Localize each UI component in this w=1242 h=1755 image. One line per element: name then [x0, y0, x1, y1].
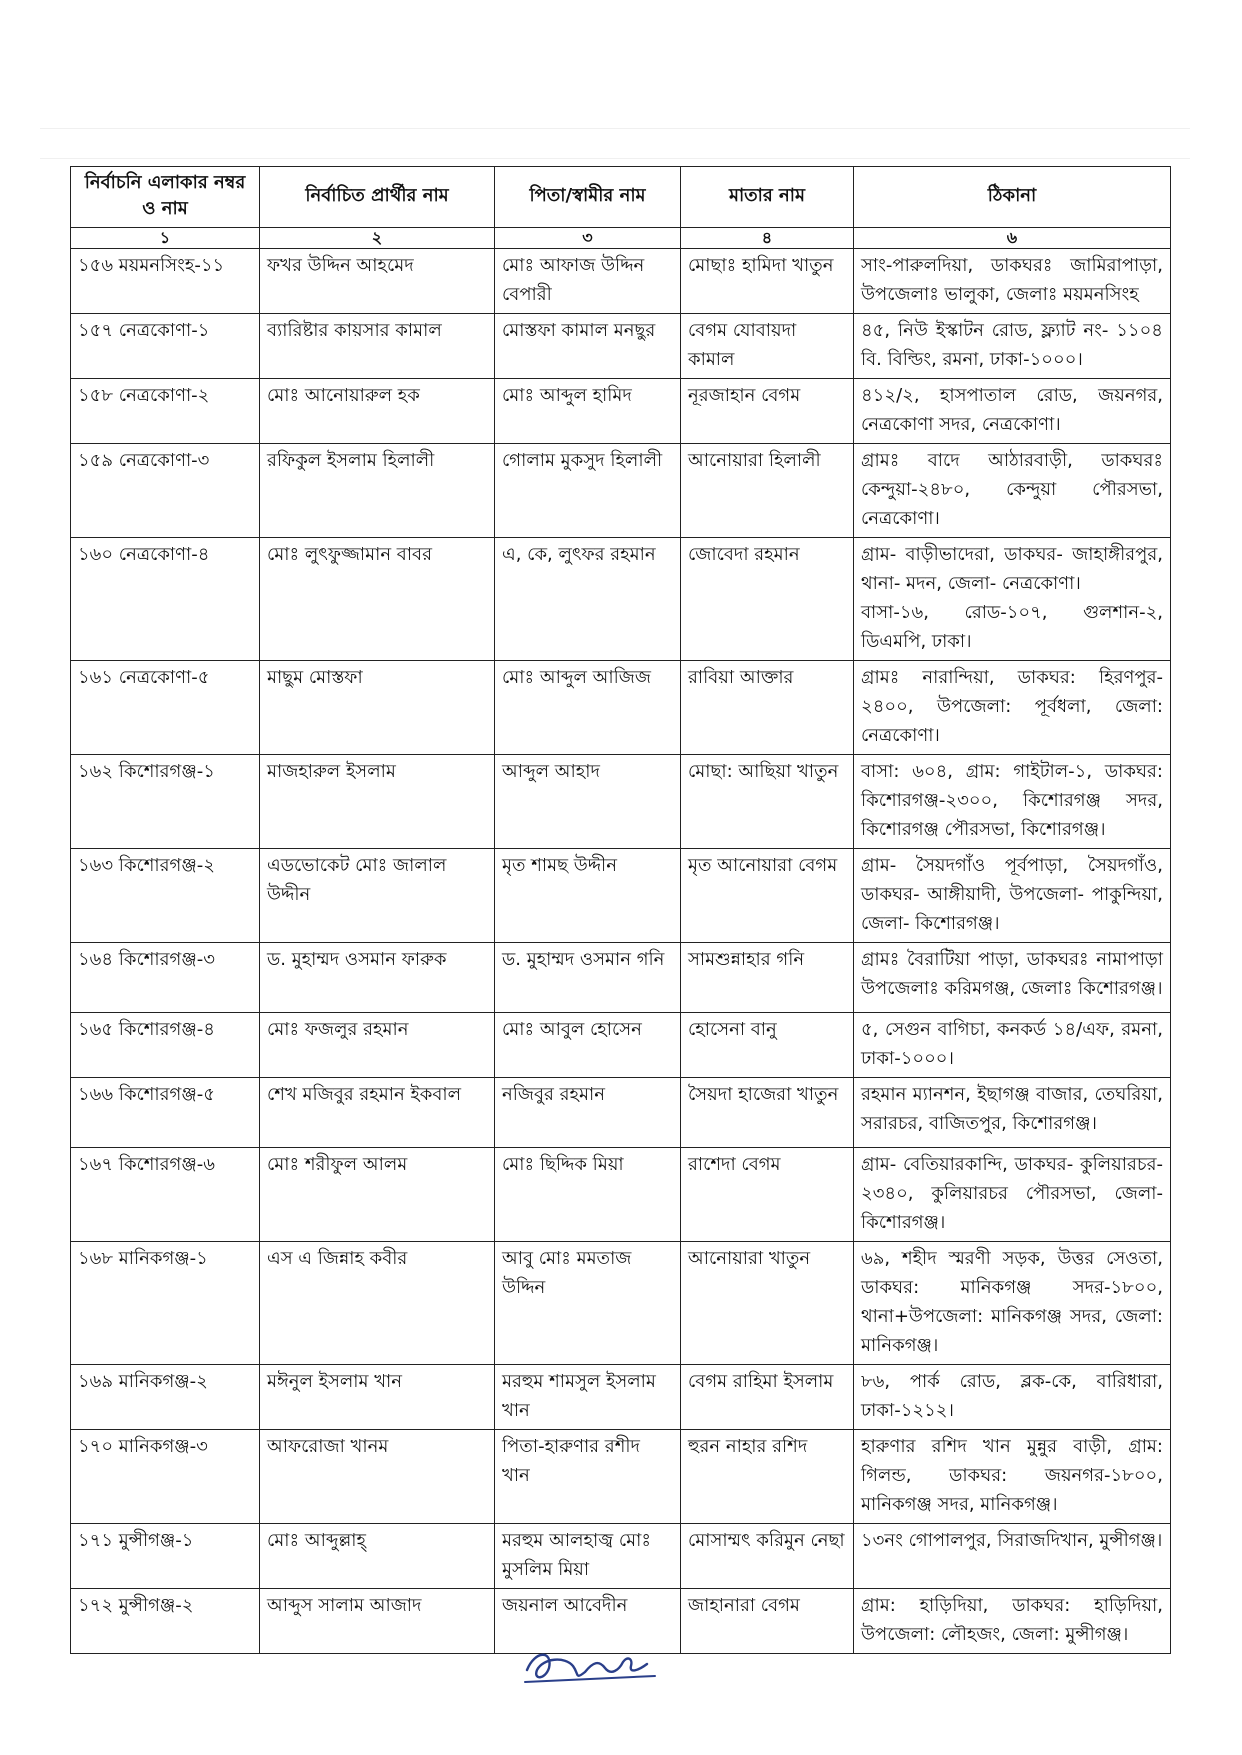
table-row: [71, 661, 1171, 755]
address-line: বাসা-১৬, রোড-১০৭, গুলশান-২, ডিএমপি, ঢাকা।: [861, 602, 1163, 652]
mother-cell: রাবিয়া আক্তার: [681, 661, 854, 755]
header-father: পিতা/স্বামীর নাম: [495, 167, 681, 228]
father-cell: নজিবুর রহমান: [495, 1078, 681, 1148]
address-cell: [854, 943, 1171, 1013]
column-number: ৪: [681, 228, 854, 249]
table-row: [71, 1524, 1171, 1589]
table-header-row: [71, 167, 1171, 228]
candidate-cell: আফরোজা খানম: [260, 1430, 495, 1524]
table-row: [71, 1365, 1171, 1430]
table-row: [71, 538, 1171, 661]
area-cell: ১৬৮ মানিকগঞ্জ-১: [71, 1242, 260, 1365]
column-number: ৩: [495, 228, 681, 249]
address-line: গ্রাম: হাড়িদিয়া, ডাকঘর: হাড়িদিয়া, উপজেলা: লৌহজং, জেলা: মুন্সীগঞ্জ।: [861, 1595, 1163, 1645]
address-cell: [854, 849, 1171, 943]
candidate-cell: ড. মুহাম্মদ ওসমান ফারুক: [260, 943, 495, 1013]
father-cell: ড. মুহাম্মদ ওসমান গনি: [495, 943, 681, 1013]
address-cell: [854, 1013, 1171, 1078]
area-cell: ১৭২ মুন্সীগঞ্জ-২: [71, 1589, 260, 1654]
father-cell: আবু মোঃ মমতাজ উদ্দিন: [495, 1242, 681, 1365]
address-line: ৮৬, পার্ক রোড, ব্লক-কে, বারিধারা, ঢাকা-১২১২।: [861, 1371, 1163, 1421]
mother-cell: মোছাঃ হামিদা খাতুন: [681, 249, 854, 314]
area-cell: ১৭১ মুন্সীগঞ্জ-১: [71, 1524, 260, 1589]
table-row: [71, 1013, 1171, 1078]
table-row: [71, 314, 1171, 379]
address-line: ১৩নং গোপালপুর, সিরাজদিখান, মুন্সীগঞ্জ।: [861, 1530, 1163, 1551]
area-cell: ১৬৭ কিশোরগঞ্জ-৬: [71, 1148, 260, 1242]
mother-cell: বেগম যোবায়দা কামাল: [681, 314, 854, 379]
area-cell: ১৫৭ নেত্রকোণা-১: [71, 314, 260, 379]
address-line: ৬৯, শহীদ স্মরণী সড়ক, উত্তর সেওতা, ডাকঘর: মানিকগঞ্জ সদর-১৮০০, থানা+উপজেলা: মানিকগঞ্জ সদর, জেলা: মানিকগঞ্জ।: [861, 1248, 1163, 1356]
father-cell: মোস্তফা কামাল মনছুর: [495, 314, 681, 379]
address-line: সাং-পারুলদিয়া, ডাকঘরঃ জামিরাপাড়া, উপজেলাঃ ভালুকা, জেলাঃ ময়মনসিংহ: [861, 255, 1163, 305]
address-cell: [854, 1242, 1171, 1365]
area-cell: ১৫৮ নেত্রকোণা-২: [71, 379, 260, 444]
area-cell: ১৬৪ কিশোরগঞ্জ-৩: [71, 943, 260, 1013]
address-line: হারুণার রশিদ খান মুন্নুর বাড়ী, গ্রাম: গিলন্ড, ডাকঘর: জয়নগর-১৮০০, মানিকগঞ্জ সদর, মানিকগঞ্জ।: [861, 1436, 1163, 1515]
table-row: [71, 1078, 1171, 1148]
address-cell: [854, 379, 1171, 444]
candidate-cell: মোঃ লুৎফুজ্জামান বাবর: [260, 538, 495, 661]
father-cell: মোঃ আবুল হোসেন: [495, 1013, 681, 1078]
candidate-cell: মোঃ শরীফুল আলম: [260, 1148, 495, 1242]
mother-cell: বেগম রাহিমা ইসলাম: [681, 1365, 854, 1430]
area-cell: ১৭০ মানিকগঞ্জ-৩: [71, 1430, 260, 1524]
area-cell: ১৬১ নেত্রকোণা-৫: [71, 661, 260, 755]
table-row: [71, 1148, 1171, 1242]
address-line: ৪১২/২, হাসপাতাল রোড, জয়নগর, নেত্রকোণা সদর, নেত্রকোণা।: [861, 385, 1163, 435]
candidate-cell: আব্দুস সালাম আজাদ: [260, 1589, 495, 1654]
mother-cell: আনোয়ারা খাতুন: [681, 1242, 854, 1365]
table-row: [71, 849, 1171, 943]
candidate-cell: মোঃ ফজলুর রহমান: [260, 1013, 495, 1078]
father-cell: মরহুম শামসুল ইসলাম খান: [495, 1365, 681, 1430]
address-cell: [854, 661, 1171, 755]
address-line: গ্রাম- বাড়ীভাদেরা, ডাকঘর- জাহাঙ্গীরপুর, থানা- মদন, জেলা- নেত্রকোণা।: [861, 544, 1163, 594]
mother-cell: জাহানারা বেগম: [681, 1589, 854, 1654]
address-cell: [854, 538, 1171, 661]
table-row: [71, 1242, 1171, 1365]
father-cell: মোঃ আফাজ উদ্দিন বেপারী: [495, 249, 681, 314]
header-candidate: নির্বাচিত প্রার্থীর নাম: [260, 167, 495, 228]
address-cell: [854, 1148, 1171, 1242]
address-line: গ্রামঃ বাদে আঠারবাড়ী, ডাকঘরঃ কেন্দুয়া-২৪৮০, কেন্দুয়া পৌরসভা, নেত্রকোণা।: [861, 450, 1163, 529]
candidate-cell: শেখ মজিবুর রহমান ইকবাল: [260, 1078, 495, 1148]
column-number: ৬: [854, 228, 1171, 249]
address-line: গ্রামঃ নারান্দিয়া, ডাকঘর: হিরণপুর- ২৪০০, উপজেলা: পূর্বধলা, জেলা: নেত্রকোণা।: [861, 667, 1163, 746]
address-cell: [854, 444, 1171, 538]
father-cell: পিতা-হারুণার রশীদ খান: [495, 1430, 681, 1524]
table-row: [71, 755, 1171, 849]
candidate-cell: মোঃ আনোয়ারুল হক: [260, 379, 495, 444]
candidate-cell: ফখর উদ্দিন আহমেদ: [260, 249, 495, 314]
candidate-cell: মোঃ আব্দুল্লাহ্: [260, 1524, 495, 1589]
table-row: [71, 249, 1171, 314]
candidate-cell: রফিকুল ইসলাম হিলালী: [260, 444, 495, 538]
mother-cell: আনোয়ারা হিলালী: [681, 444, 854, 538]
column-number: ২: [260, 228, 495, 249]
address-cell: [854, 1365, 1171, 1430]
father-cell: মোঃ ছিদ্দিক মিয়া: [495, 1148, 681, 1242]
address-line: গ্রাম- বেতিয়ারকান্দি, ডাকঘর- কুলিয়ারচর- ২৩৪০, কুলিয়ারচর পৌরসভা, জেলা- কিশোরগঞ্জ।: [861, 1154, 1163, 1233]
father-cell: জয়নাল আবেদীন: [495, 1589, 681, 1654]
mother-cell: হোসেনা বানু: [681, 1013, 854, 1078]
father-cell: মৃত শামছ উদ্দীন: [495, 849, 681, 943]
area-cell: ১৬৯ মানিকগঞ্জ-২: [71, 1365, 260, 1430]
table-row: [71, 1430, 1171, 1524]
candidate-cell: এডভোকেট মোঃ জালাল উদ্দীন: [260, 849, 495, 943]
area-cell: ১৬২ কিশোরগঞ্জ-১: [71, 755, 260, 849]
header-area: নির্বাচনি এলাকার নম্বর ও নাম: [71, 167, 260, 228]
mother-cell: নূরজাহান বেগম: [681, 379, 854, 444]
mother-cell: সামশুন্নাহার গনি: [681, 943, 854, 1013]
table-row: [71, 379, 1171, 444]
address-line: ৫, সেগুন বাগিচা, কনকর্ড ১৪/এফ, রমনা, ঢাকা-১০০০।: [861, 1019, 1163, 1069]
table-row: [71, 943, 1171, 1013]
address-line: রহমান ম্যানশন, ইছাগঞ্জ বাজার, তেঘরিয়া, সরারচর, বাজিতপুর, কিশোরগঞ্জ।: [861, 1084, 1163, 1134]
father-cell: মোঃ আব্দুল আজিজ: [495, 661, 681, 755]
area-cell: ১৬৬ কিশোরগঞ্জ-৫: [71, 1078, 260, 1148]
mother-cell: রাশেদা বেগম: [681, 1148, 854, 1242]
header-mother: মাতার নাম: [681, 167, 854, 228]
area-cell: ১৫৬ ময়মনসিংহ-১১: [71, 249, 260, 314]
address-cell: [854, 1078, 1171, 1148]
mother-cell: মোছা: আছিয়া খাতুন: [681, 755, 854, 849]
header-address: ঠিকানা: [854, 167, 1171, 228]
address-line: ৪৫, নিউ ইস্কাটন রোড, ফ্ল্যাট নং- ১১০৪ বি. বিল্ডিং, রমনা, ঢাকা-১০০০।: [861, 320, 1163, 370]
mother-cell: সৈয়দা হাজেরা খাতুন: [681, 1078, 854, 1148]
father-cell: মোঃ আব্দুল হামিদ: [495, 379, 681, 444]
results-table: [70, 166, 1171, 1654]
table-row: [71, 444, 1171, 538]
signature: [515, 1640, 665, 1694]
mother-cell: জোবেদা রহমান: [681, 538, 854, 661]
address-cell: [854, 249, 1171, 314]
mother-cell: হুরন নাহার রশিদ: [681, 1430, 854, 1524]
father-cell: এ, কে, লুৎফর রহমান: [495, 538, 681, 661]
father-cell: আব্দুল আহাদ: [495, 755, 681, 849]
address-cell: [854, 1430, 1171, 1524]
mother-cell: মোসাম্মৎ করিমুন নেছা: [681, 1524, 854, 1589]
area-cell: ১৬০ নেত্রকোণা-৪: [71, 538, 260, 661]
father-cell: গোলাম মুকসুদ হিলালী: [495, 444, 681, 538]
address-cell: [854, 314, 1171, 379]
area-cell: ১৬৩ কিশোরগঞ্জ-২: [71, 849, 260, 943]
candidate-cell: ব্যারিষ্টার কায়সার কামাল: [260, 314, 495, 379]
address-cell: [854, 755, 1171, 849]
candidate-cell: মাজহারুল ইসলাম: [260, 755, 495, 849]
address-cell: [854, 1589, 1171, 1654]
address-line: গ্রামঃ বৈরাটিয়া পাড়া, ডাকঘরঃ নামাপাড়া উপজেলাঃ করিমগঞ্জ, জেলাঃ কিশোরগঞ্জ।: [861, 949, 1163, 999]
candidate-cell: এস এ জিন্নাহ কবীর: [260, 1242, 495, 1365]
column-number: ১: [71, 228, 260, 249]
candidate-cell: মাছুম মোস্তফা: [260, 661, 495, 755]
address-line: গ্রাম- সৈয়দগাঁও পূর্বপাড়া, সৈয়দগাঁও, ডাকঘর- আঙ্গীয়াদী, উপজেলা- পাকুন্দিয়া, জেলা- কিশোরগঞ্জ।: [861, 855, 1163, 934]
column-number-row: [71, 228, 1171, 249]
bleed-through-lines: [40, 40, 1190, 160]
area-cell: ১৬৫ কিশোরগঞ্জ-৪: [71, 1013, 260, 1078]
address-line: বাসা: ৬০৪, গ্রাম: গাইটাল-১, ডাকঘর: কিশোরগঞ্জ-২৩০০, কিশোরগঞ্জ সদর, কিশোরগঞ্জ পৌরসভা, কিশোরগঞ্জ।: [861, 761, 1163, 840]
candidate-cell: মঈনুল ইসলাম খান: [260, 1365, 495, 1430]
area-cell: ১৫৯ নেত্রকোণা-৩: [71, 444, 260, 538]
address-cell: [854, 1524, 1171, 1589]
father-cell: মরহুম আলহাজ্ব মোঃ মুসলিম মিয়া: [495, 1524, 681, 1589]
mother-cell: মৃত আনোয়ারা বেগম: [681, 849, 854, 943]
table-body: [71, 249, 1171, 1654]
